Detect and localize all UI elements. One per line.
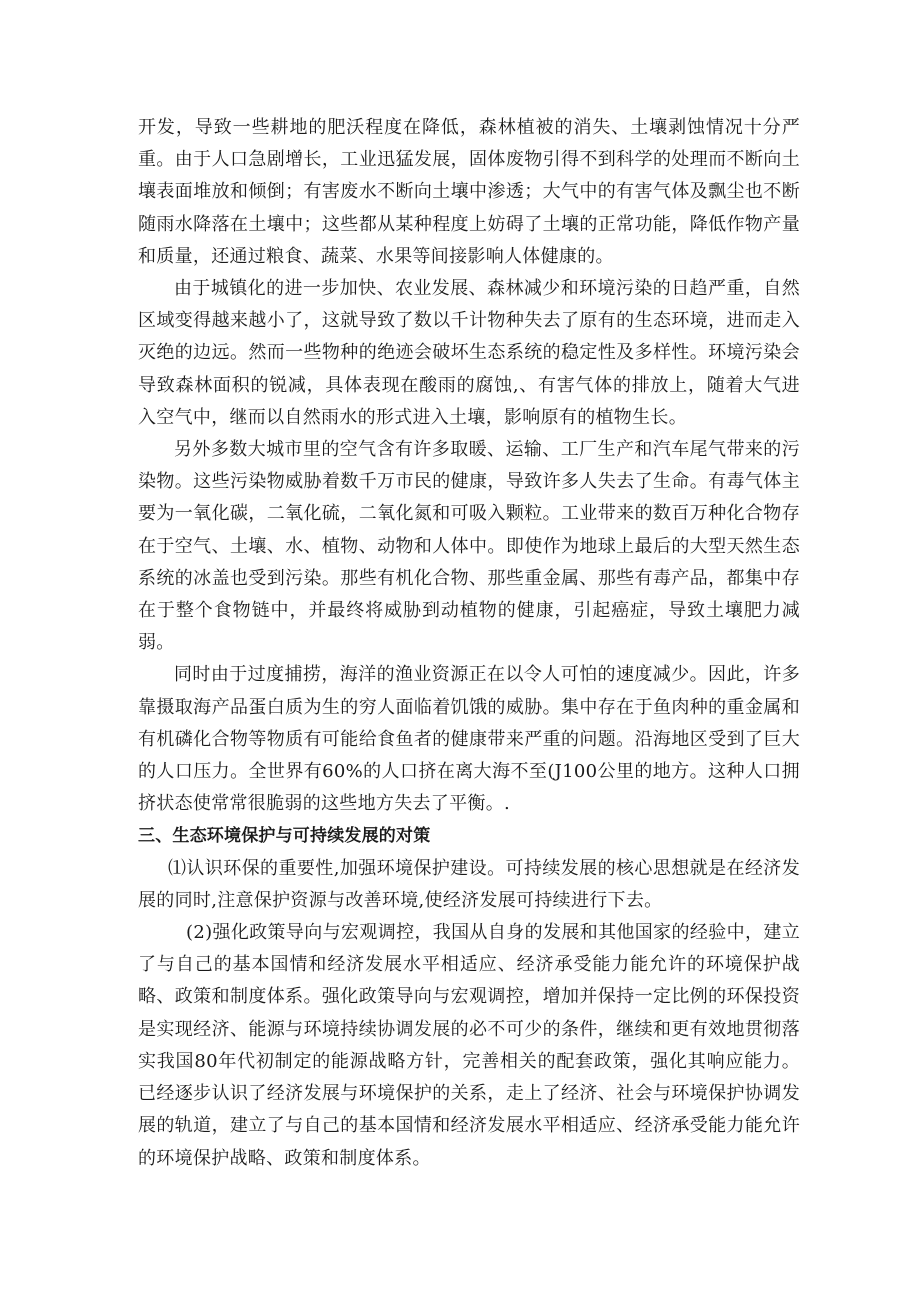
paragraph-soil-degradation: 开发，导致一些耕地的肥沃程度在降低，森林植被的消失、土壤剥蚀情况十分严重。由于人口急剧增长，工业迅猛发展，固体废物引得不到科学的处理而不断向土壤表面堆放和倾倒；有害废水不断向土壤中渗透；大气中的有害气体及飘尘也不断随雨水降落在土壤中；这些都从某种程度上妨碍了土壤的正常功能，降低作物产量和质量，还通过粮食、蔬菜、水果等间接影响人体健康的。 (138, 117, 800, 267)
section-heading: 三、生态环境保护与可持续发展的对策 (138, 826, 431, 847)
paragraph-urban-air-pollution: 另外多数大城市里的空气含有许多取暖、运输、工厂生产和汽车尾气带来的污染物。这些污染物威胁着数千万市民的健康，导致许多人失去了生命。有毒气体主要为一氧化碳，二氧化硫，二氧化氮和可吸入颗粒。工业带来的数百万种化合物存在于空气、土壤、水、植物、动物和人体中。即使作为地球上最后的大型天然生态系统的冰盖也受到污染。那些有机化合物、那些重金属、那些有毒产品，都集中存在于整个食物链中，并最终将威胁到动植物的健康，引起癌症，导致土壤肥力减弱。 (138, 439, 800, 654)
paragraph-overfishing-coastal-pressure: 同时由于过度捕捞，海洋的渔业资源正在以令人可怕的速度减少。因此，许多靠摄取海产品蛋白质为生的穷人面临着饥饿的威胁。集中存在于鱼肉种的重金属和有机磷化合物等物质有可能给食鱼者的健康带来严重的问题。沿海地区受到了巨大的人口压力。全世界有60%的人口挤在离大海不至(J100公里的地方。这种人口拥挤状态使常常很脆弱的这些地方失去了平衡。. (138, 664, 800, 815)
measure-item-1: ⑴认识环保的重要性,加强环境保护建设。可持续发展的核心思想就是在经济发展的同时,注意保护资源与改善环境,使经济发展可持续进行下去。 (138, 857, 800, 911)
document-page (138, 112, 800, 1175)
paragraph-species-habitat-loss: 由于城镇化的进一步加快、农业发展、森林减少和环境污染的日趋严重，自然区域变得越来越小了，这就导致了数以千计物种失去了原有的生态环境，进而走入灭绝的边远。然而一些物种的绝迹会破坏生态系统的稳定性及多样性。环境污染会导致森林面积的锐减，具体表现在酸雨的腐蚀,、有害气体的排放上，随着大气进入空气中，继而以自然雨水的形式进入土壤，影响原有的植物生长。 (138, 278, 800, 428)
measure-item-2: (2)强化政策导向与宏观调控，我国从自身的发展和其他国家的经验中，建立了与自己的基本国情和经济发展水平相适应、经济承受能力能允许的环境保护战略、政策和制度体系。强化政策导向与宏观调控，增加并保持一定比例的环保投资是实现经济、能源与环境持续协调发展的必不可少的条件，继续和更有效地贯彻落实我国80年代初制定的能源战略方针，完善相关的配套政策，强化其响应能力。已经逐步认识了经济发展与环境保护的关系，走上了经济、社会与环境保护协调发展的轨道，建立了与自己的基本国情和经济发展水平相适应、经济承受能力能允许的环境保护战略、政策和制度体系。 (138, 922, 800, 1169)
